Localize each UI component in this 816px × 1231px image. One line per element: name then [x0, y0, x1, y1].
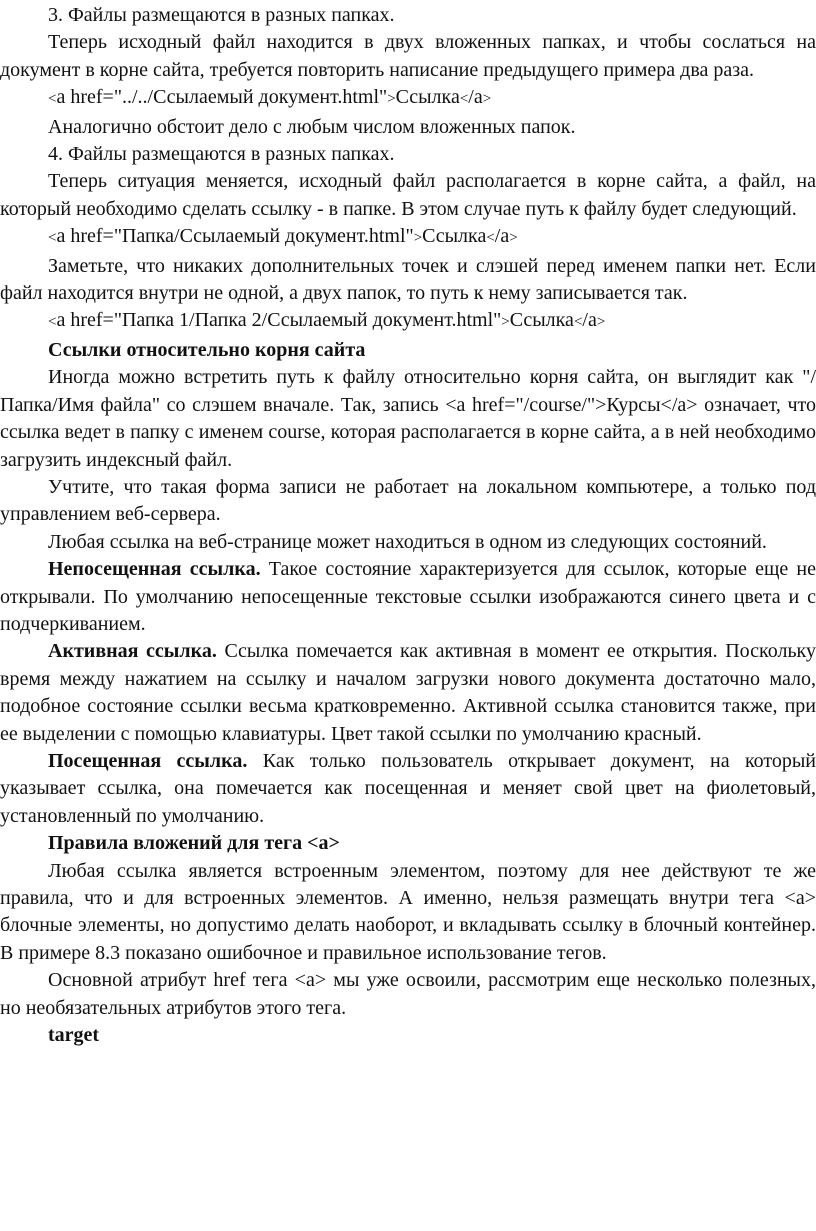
- code-example-3: [0, 307, 816, 336]
- paragraph-unvisited-link: [0, 556, 816, 638]
- code-link-text: Ссылка: [395, 86, 460, 109]
- code-attr: a href="Папка 1/Папка 2/Ссылаемый документ.html": [56, 309, 502, 332]
- code-close-tag: /a: [582, 309, 597, 332]
- heading-target: target: [48, 1024, 100, 1047]
- term-unvisited: Непосещенная ссылка.: [48, 558, 261, 581]
- code-example-2: [0, 223, 816, 252]
- code-lt: <: [48, 314, 57, 331]
- code-gt: >: [509, 230, 518, 247]
- text-unvisited: Такое состояние характеризуется для ссылок, которые еще не открывали. По умолчанию непосещенные текстовые ссылки изображаются синего цвета и с подчеркиванием.: [0, 558, 816, 635]
- text-active: Ссылка помечается как активная в момент ее открытия. Поскольку время между нажатием на ссылку и началом загрузки нового документа достаточно мало, подобное состояние ссылки весьма кратковременно. Активной ссылка становится также, при ее выделении с помощью клавиатуры. Цвет такой ссылки по умолчанию красный.: [0, 640, 816, 745]
- code-link-text: Ссылка: [422, 225, 487, 248]
- paragraph-no-dots: Заметьте, что никаких дополнительных точек и слэшей перед именем папки нет. Если файл находится внутри не одной, а двух папок, то путь к нему записывается так.: [0, 254, 816, 305]
- term-visited: Посещенная ссылка.: [48, 749, 248, 772]
- code-example-1: [0, 84, 816, 113]
- code-lt: <: [459, 91, 469, 108]
- code-gt: >: [413, 230, 423, 247]
- paragraph-root-path: Иногда можно встретить путь к файлу относительно корня сайта, он выглядит как "/Папка/Имя файла" со слэшем вначале. Так, запись <a href="/course/">Курсы</a> означает, что ссылка ведет в папку с именем course, которая располагается в корне сайта, а в ней необходимо загрузить индексный файл.: [0, 366, 816, 471]
- paragraph-root-source: Теперь ситуация меняется, исходный файл располагается в корне сайта, а файл, на который необходимо сделать ссылку - в папке. В этом случае путь к файлу будет следующий.: [0, 170, 816, 220]
- code-lt: <: [48, 230, 57, 247]
- text-visited: Как только пользователь открывает документ, на который указывает ссылка, она помечается как посещенная и меняет свой цвет на фиолетовый, установленный по умолчанию.: [0, 749, 816, 827]
- code-lt: <: [48, 91, 57, 108]
- heading-root-relative-links: Ссылки относительно корня сайта: [48, 338, 366, 361]
- paragraph-files-4: 4. Файлы размещаются в разных папках.: [48, 143, 395, 166]
- code-gt: >: [501, 314, 510, 331]
- code-lt: <: [486, 230, 495, 247]
- code-gt: >: [387, 91, 396, 108]
- paragraph-files-3: 3. Файлы размещаются в разных папках.: [48, 4, 395, 26]
- paragraph-any-nesting: Аналогично обстоит дело с любым числом вложенных папок.: [48, 115, 576, 138]
- heading-nesting-rules: Правила вложений для тега <a>: [48, 832, 340, 855]
- code-close-tag: /a: [468, 86, 483, 109]
- code-gt: >: [482, 91, 492, 108]
- paragraph-active-link: [0, 638, 816, 748]
- paragraph-visited-link: [0, 748, 816, 830]
- code-attr: a href="../../Ссылаемый документ.html": [56, 86, 388, 109]
- code-attr: a href="Папка/Ссылаемый документ.html": [56, 225, 414, 248]
- paragraph-local-note: Учтите, что такая форма записи не работает на локальном компьютере, а только под управлением веб-сервера.: [0, 475, 816, 526]
- paragraph-nested-folders: Теперь исходный файл находится в двух вложенных папках, и чтобы сослаться на документ в корне сайта, требуется повторить написание предыдущего примера два раза.: [0, 31, 816, 81]
- code-gt: >: [596, 314, 606, 331]
- code-lt: <: [573, 314, 583, 331]
- term-active: Активная ссылка.: [48, 640, 217, 663]
- paragraph-href-attribute: Основной атрибут href тега <a> мы уже освоили, рассмотрим еще несколько полезных, но необязательных атрибутов этого тега.: [0, 969, 816, 1019]
- code-link-text: Ссылка: [509, 309, 574, 332]
- paragraph-link-states: Любая ссылка на веб-странице может находиться в одном из следующих состояний.: [48, 530, 767, 553]
- code-close-tag: /a: [494, 225, 510, 248]
- paragraph-inline-element: Любая ссылка является встроенным элементом, поэтому для нее действуют те же правила, что и для встроенных элементов. А именно, нельзя размещать внутри тега <a> блочные элементы, но допустимо делать наоборот, и вкладывать ссылку в блочный контейнер. В примере 8.3 показано ошибочное и правильное использование тегов.: [0, 859, 816, 964]
